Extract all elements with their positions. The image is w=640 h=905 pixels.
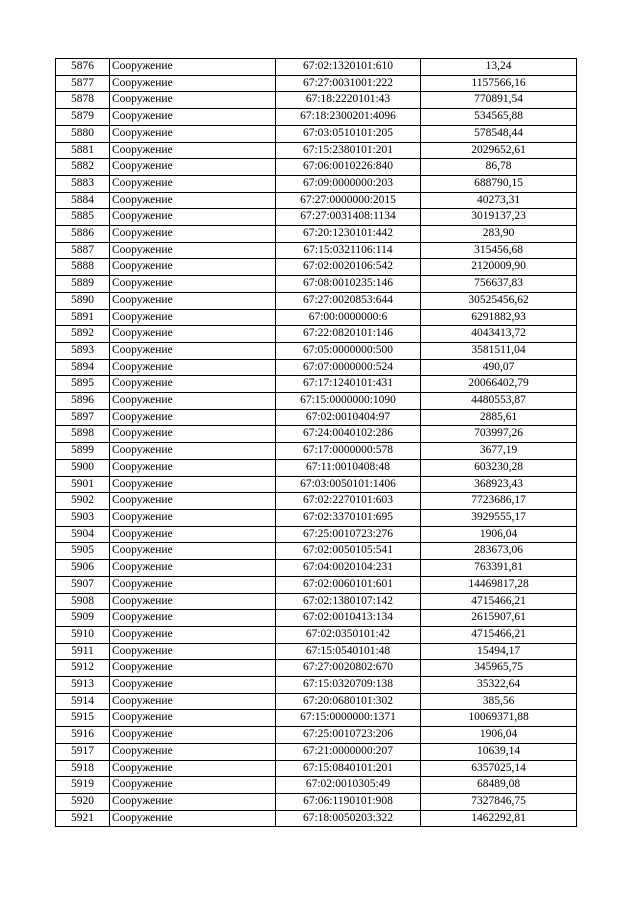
cadastral-value-cell: 4480553,87 (421, 393, 577, 410)
row-number-cell: 5899 (56, 443, 110, 460)
table-row (56, 459, 577, 476)
registry-table-body (56, 59, 577, 827)
row-number-cell: 5918 (56, 760, 110, 777)
row-number-cell: 5879 (56, 109, 110, 126)
object-type-cell: Сооружение (110, 292, 276, 309)
cadastral-number-cell: 67:02:0060101:601 (276, 576, 421, 593)
row-number-cell: 5912 (56, 660, 110, 677)
cadastral-value-cell: 1906,04 (421, 727, 577, 744)
row-number-cell: 5919 (56, 777, 110, 794)
object-type-cell: Сооружение (110, 509, 276, 526)
object-type-cell: Сооружение (110, 192, 276, 209)
table-row (56, 142, 577, 159)
object-type-cell: Сооружение (110, 493, 276, 510)
row-number-cell: 5884 (56, 192, 110, 209)
table-row (56, 226, 577, 243)
object-type-cell: Сооружение (110, 576, 276, 593)
row-number-cell: 5905 (56, 543, 110, 560)
object-type-cell: Сооружение (110, 677, 276, 694)
row-number-cell: 5901 (56, 476, 110, 493)
cadastral-value-cell: 763391,81 (421, 560, 577, 577)
cadastral-number-cell: 67:27:0000000:2015 (276, 192, 421, 209)
table-row (56, 626, 577, 643)
cadastral-number-cell: 67:09:0000000:203 (276, 175, 421, 192)
cadastral-value-cell: 770891,54 (421, 92, 577, 109)
cadastral-number-cell: 67:02:1320101:610 (276, 59, 421, 76)
cadastral-value-cell: 15494,17 (421, 643, 577, 660)
object-type-cell: Сооружение (110, 743, 276, 760)
table-row (56, 426, 577, 443)
cadastral-value-cell: 4715466,21 (421, 626, 577, 643)
object-type-cell: Сооружение (110, 125, 276, 142)
object-type-cell: Сооружение (110, 693, 276, 710)
cadastral-number-cell: 67:06:0010226:840 (276, 159, 421, 176)
cadastral-value-cell: 13,24 (421, 59, 577, 76)
object-type-cell: Сооружение (110, 543, 276, 560)
cadastral-number-cell: 67:25:0010723:276 (276, 526, 421, 543)
cadastral-number-cell: 67:18:0050203:322 (276, 810, 421, 827)
object-type-cell: Сооружение (110, 75, 276, 92)
object-type-cell: Сооружение (110, 276, 276, 293)
object-type-cell: Сооружение (110, 226, 276, 243)
table-row (56, 660, 577, 677)
cadastral-value-cell: 4043413,72 (421, 326, 577, 343)
table-row (56, 326, 577, 343)
cadastral-value-cell: 6291882,93 (421, 309, 577, 326)
table-row (56, 727, 577, 744)
cadastral-number-cell: 67:15:0840101:201 (276, 760, 421, 777)
object-type-cell: Сооружение (110, 175, 276, 192)
object-type-cell: Сооружение (110, 259, 276, 276)
cadastral-value-cell: 14469817,28 (421, 576, 577, 593)
cadastral-value-cell: 283673,06 (421, 543, 577, 560)
cadastral-number-cell: 67:21:0000000:207 (276, 743, 421, 760)
table-row (56, 793, 577, 810)
cadastral-number-cell: 67:17:0000000:578 (276, 443, 421, 460)
object-type-cell: Сооружение (110, 393, 276, 410)
object-type-cell: Сооружение (110, 426, 276, 443)
row-number-cell: 5915 (56, 710, 110, 727)
object-type-cell: Сооружение (110, 459, 276, 476)
table-row (56, 743, 577, 760)
object-type-cell: Сооружение (110, 209, 276, 226)
table-row (56, 493, 577, 510)
row-number-cell: 5909 (56, 610, 110, 627)
row-number-cell: 5892 (56, 326, 110, 343)
cadastral-value-cell: 40273,31 (421, 192, 577, 209)
object-type-cell: Сооружение (110, 59, 276, 76)
cadastral-value-cell: 2885,61 (421, 409, 577, 426)
table-row (56, 543, 577, 560)
table-row (56, 292, 577, 309)
cadastral-value-cell: 3019137,23 (421, 209, 577, 226)
cadastral-value-cell: 315456,68 (421, 242, 577, 259)
cadastral-value-cell: 10639,14 (421, 743, 577, 760)
object-type-cell: Сооружение (110, 777, 276, 794)
row-number-cell: 5897 (56, 409, 110, 426)
object-type-cell: Сооружение (110, 326, 276, 343)
object-type-cell: Сооружение (110, 142, 276, 159)
cadastral-value-cell: 35322,64 (421, 677, 577, 694)
row-number-cell: 5881 (56, 142, 110, 159)
registry-table (55, 58, 577, 827)
cadastral-number-cell: 67:02:0020106:542 (276, 259, 421, 276)
cadastral-number-cell: 67:15:0540101:48 (276, 643, 421, 660)
row-number-cell: 5920 (56, 793, 110, 810)
cadastral-number-cell: 67:20:1230101:442 (276, 226, 421, 243)
row-number-cell: 5921 (56, 810, 110, 827)
cadastral-value-cell: 86,78 (421, 159, 577, 176)
cadastral-number-cell: 67:02:0010404:97 (276, 409, 421, 426)
table-row (56, 509, 577, 526)
row-number-cell: 5886 (56, 226, 110, 243)
cadastral-value-cell: 345965,75 (421, 660, 577, 677)
row-number-cell: 5906 (56, 560, 110, 577)
cadastral-value-cell: 385,56 (421, 693, 577, 710)
cadastral-number-cell: 67:02:3370101:695 (276, 509, 421, 526)
cadastral-number-cell: 67:08:0010235:146 (276, 276, 421, 293)
cadastral-value-cell: 3929555,17 (421, 509, 577, 526)
cadastral-value-cell: 68489,08 (421, 777, 577, 794)
table-row (56, 242, 577, 259)
cadastral-number-cell: 67:24:0040102:286 (276, 426, 421, 443)
table-row (56, 376, 577, 393)
row-number-cell: 5914 (56, 693, 110, 710)
row-number-cell: 5904 (56, 526, 110, 543)
cadastral-value-cell: 1462292,81 (421, 810, 577, 827)
cadastral-number-cell: 67:07:0000000:524 (276, 359, 421, 376)
cadastral-number-cell: 67:18:2300201:4096 (276, 109, 421, 126)
table-row (56, 109, 577, 126)
table-row (56, 710, 577, 727)
table-row (56, 526, 577, 543)
cadastral-number-cell: 67:11:0010408:48 (276, 459, 421, 476)
row-number-cell: 5882 (56, 159, 110, 176)
table-row (56, 476, 577, 493)
object-type-cell: Сооружение (110, 159, 276, 176)
cadastral-value-cell: 1906,04 (421, 526, 577, 543)
row-number-cell: 5890 (56, 292, 110, 309)
cadastral-number-cell: 67:15:0321106:114 (276, 242, 421, 259)
object-type-cell: Сооружение (110, 727, 276, 744)
cadastral-number-cell: 67:02:0050105:541 (276, 543, 421, 560)
row-number-cell: 5900 (56, 459, 110, 476)
object-type-cell: Сооружение (110, 660, 276, 677)
row-number-cell: 5885 (56, 209, 110, 226)
cadastral-number-cell: 67:02:0350101:42 (276, 626, 421, 643)
row-number-cell: 5902 (56, 493, 110, 510)
table-row (56, 593, 577, 610)
cadastral-number-cell: 67:00:0000000:6 (276, 309, 421, 326)
cadastral-number-cell: 67:02:2270101:603 (276, 493, 421, 510)
cadastral-number-cell: 67:18:2220101:43 (276, 92, 421, 109)
object-type-cell: Сооружение (110, 593, 276, 610)
object-type-cell: Сооружение (110, 376, 276, 393)
table-row (56, 409, 577, 426)
cadastral-value-cell: 283,90 (421, 226, 577, 243)
table-row (56, 560, 577, 577)
row-number-cell: 5907 (56, 576, 110, 593)
table-row (56, 209, 577, 226)
table-row (56, 693, 577, 710)
table-row (56, 393, 577, 410)
cadastral-value-cell: 368923,43 (421, 476, 577, 493)
object-type-cell: Сооружение (110, 643, 276, 660)
table-row (56, 92, 577, 109)
row-number-cell: 5888 (56, 259, 110, 276)
row-number-cell: 5883 (56, 175, 110, 192)
cadastral-number-cell: 67:03:0510101:205 (276, 125, 421, 142)
cadastral-number-cell: 67:02:1380107:142 (276, 593, 421, 610)
cadastral-value-cell: 490,07 (421, 359, 577, 376)
object-type-cell: Сооружение (110, 476, 276, 493)
cadastral-number-cell: 67:02:0010305:49 (276, 777, 421, 794)
object-type-cell: Сооружение (110, 242, 276, 259)
cadastral-value-cell: 7327846,75 (421, 793, 577, 810)
cadastral-number-cell: 67:20:0680101:302 (276, 693, 421, 710)
cadastral-number-cell: 67:17:1240101:431 (276, 376, 421, 393)
cadastral-value-cell: 703997,26 (421, 426, 577, 443)
table-row (56, 309, 577, 326)
row-number-cell: 5880 (56, 125, 110, 142)
object-type-cell: Сооружение (110, 710, 276, 727)
cadastral-number-cell: 67:05:0000000:500 (276, 342, 421, 359)
cadastral-value-cell: 3581511,04 (421, 342, 577, 359)
cadastral-value-cell: 20066402,79 (421, 376, 577, 393)
cadastral-number-cell: 67:27:0020802:670 (276, 660, 421, 677)
table-row (56, 810, 577, 827)
cadastral-value-cell: 2120009,90 (421, 259, 577, 276)
table-row (56, 259, 577, 276)
cadastral-value-cell: 534565,88 (421, 109, 577, 126)
object-type-cell: Сооружение (110, 610, 276, 627)
object-type-cell: Сооружение (110, 92, 276, 109)
cadastral-value-cell: 1157566,16 (421, 75, 577, 92)
table-row (56, 643, 577, 660)
cadastral-value-cell: 10069371,88 (421, 710, 577, 727)
table-row (56, 359, 577, 376)
row-number-cell: 5878 (56, 92, 110, 109)
cadastral-value-cell: 2615907,61 (421, 610, 577, 627)
row-number-cell: 5903 (56, 509, 110, 526)
table-row (56, 175, 577, 192)
cadastral-value-cell: 4715466,21 (421, 593, 577, 610)
cadastral-value-cell: 3677,19 (421, 443, 577, 460)
row-number-cell: 5916 (56, 727, 110, 744)
row-number-cell: 5894 (56, 359, 110, 376)
object-type-cell: Сооружение (110, 309, 276, 326)
table-row (56, 677, 577, 694)
table-row (56, 125, 577, 142)
cadastral-value-cell: 30525456,62 (421, 292, 577, 309)
object-type-cell: Сооружение (110, 359, 276, 376)
row-number-cell: 5891 (56, 309, 110, 326)
table-row (56, 159, 577, 176)
object-type-cell: Сооружение (110, 109, 276, 126)
table-row (56, 276, 577, 293)
cadastral-value-cell: 2029652,61 (421, 142, 577, 159)
cadastral-value-cell: 578548,44 (421, 125, 577, 142)
cadastral-value-cell: 7723686,17 (421, 493, 577, 510)
cadastral-number-cell: 67:06:1190101:908 (276, 793, 421, 810)
row-number-cell: 5889 (56, 276, 110, 293)
table-row (56, 342, 577, 359)
cadastral-number-cell: 67:04:0020104:231 (276, 560, 421, 577)
row-number-cell: 5913 (56, 677, 110, 694)
cadastral-number-cell: 67:27:0031001:222 (276, 75, 421, 92)
cadastral-value-cell: 688790,15 (421, 175, 577, 192)
cadastral-value-cell: 756637,83 (421, 276, 577, 293)
table-row (56, 443, 577, 460)
cadastral-number-cell: 67:15:2380101:201 (276, 142, 421, 159)
row-number-cell: 5877 (56, 75, 110, 92)
row-number-cell: 5908 (56, 593, 110, 610)
cadastral-number-cell: 67:25:0010723:206 (276, 727, 421, 744)
cadastral-value-cell: 603230,28 (421, 459, 577, 476)
table-row (56, 192, 577, 209)
cadastral-number-cell: 67:27:0020853:644 (276, 292, 421, 309)
row-number-cell: 5917 (56, 743, 110, 760)
cadastral-number-cell: 67:03:0050101:1406 (276, 476, 421, 493)
cadastral-number-cell: 67:15:0000000:1371 (276, 710, 421, 727)
object-type-cell: Сооружение (110, 342, 276, 359)
cadastral-number-cell: 67:15:0320709:138 (276, 677, 421, 694)
object-type-cell: Сооружение (110, 793, 276, 810)
object-type-cell: Сооружение (110, 526, 276, 543)
row-number-cell: 5911 (56, 643, 110, 660)
row-number-cell: 5893 (56, 342, 110, 359)
cadastral-number-cell: 67:22:0820101:146 (276, 326, 421, 343)
row-number-cell: 5896 (56, 393, 110, 410)
row-number-cell: 5895 (56, 376, 110, 393)
object-type-cell: Сооружение (110, 810, 276, 827)
table-row (56, 576, 577, 593)
row-number-cell: 5887 (56, 242, 110, 259)
cadastral-value-cell: 6357025,14 (421, 760, 577, 777)
row-number-cell: 5910 (56, 626, 110, 643)
object-type-cell: Сооружение (110, 560, 276, 577)
cadastral-number-cell: 67:02:0010413:134 (276, 610, 421, 627)
table-row (56, 610, 577, 627)
row-number-cell: 5876 (56, 59, 110, 76)
cadastral-number-cell: 67:27:0031408:1134 (276, 209, 421, 226)
table-row (56, 59, 577, 76)
object-type-cell: Сооружение (110, 409, 276, 426)
table-row (56, 760, 577, 777)
cadastral-number-cell: 67:15:0000000:1090 (276, 393, 421, 410)
object-type-cell: Сооружение (110, 443, 276, 460)
object-type-cell: Сооружение (110, 760, 276, 777)
row-number-cell: 5898 (56, 426, 110, 443)
object-type-cell: Сооружение (110, 626, 276, 643)
table-row (56, 75, 577, 92)
table-row (56, 777, 577, 794)
